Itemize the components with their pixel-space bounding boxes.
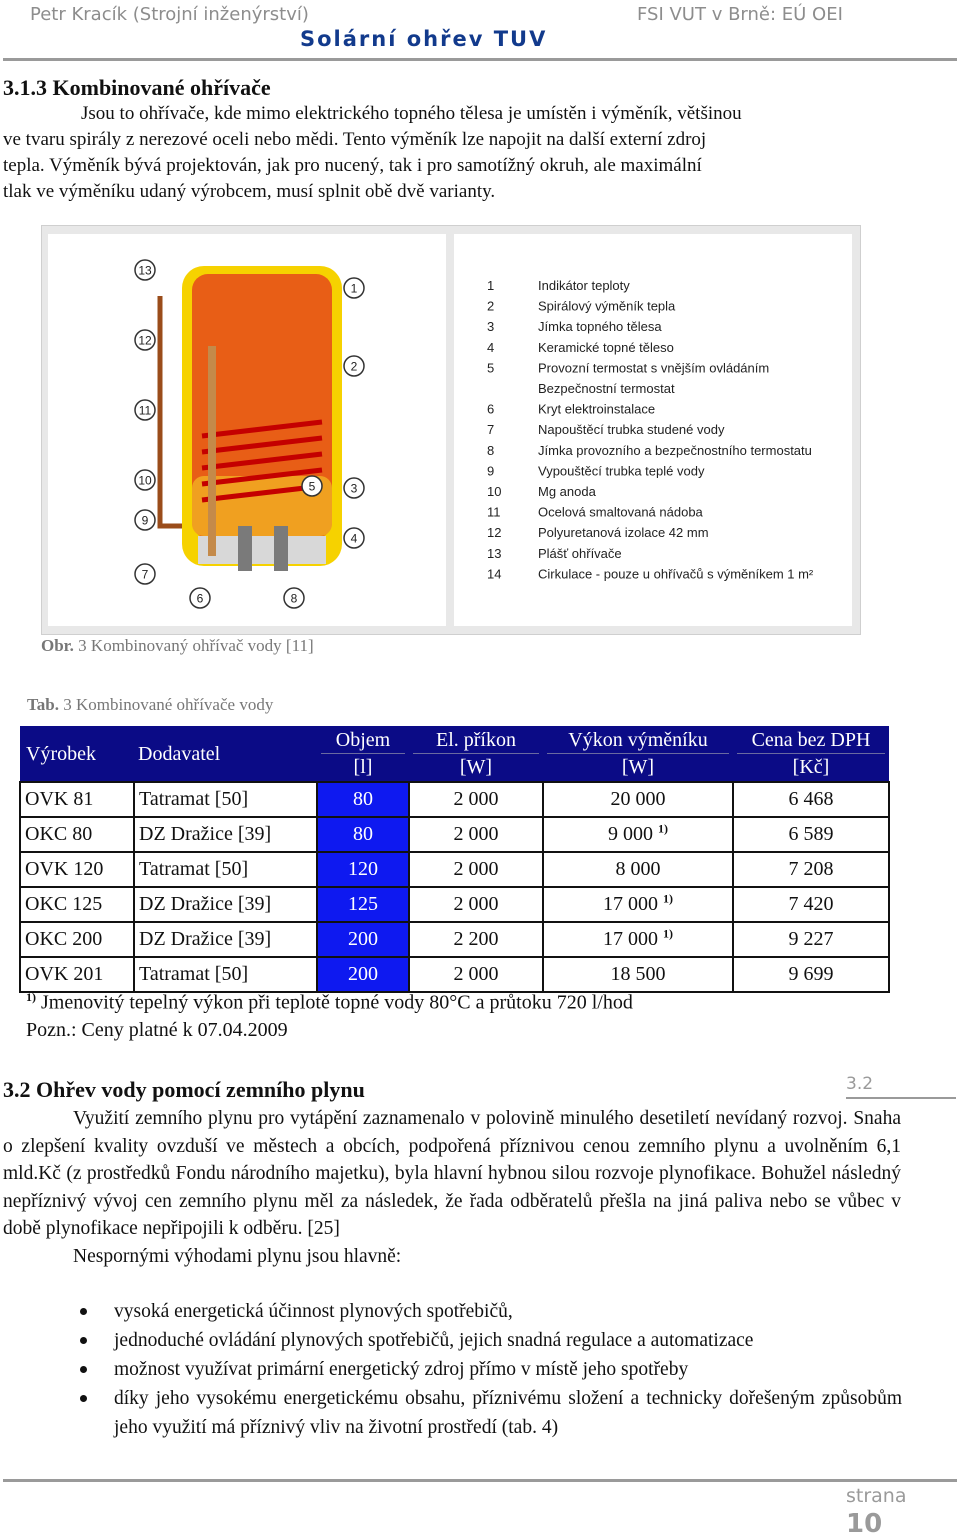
page-number: 10 <box>846 1509 883 1539</box>
page-label: strana <box>846 1485 907 1507</box>
legend-number: 7 <box>487 422 495 438</box>
legend-number: 6 <box>487 401 495 417</box>
figure-caption-label: Obr. <box>41 636 74 655</box>
legend-text: Bezpečnostní termostat <box>538 381 675 396</box>
legend-text: Spirálový výměník tepla <box>538 298 676 314</box>
callout-number: 1 <box>350 281 358 296</box>
cell-power: 2 000 <box>409 817 543 852</box>
col-header-product: Výrobek <box>20 726 134 782</box>
callout-number: 9 <box>141 513 149 528</box>
cell-supplier: DZ Dražice [39] <box>134 922 317 957</box>
callout-number: 3 <box>350 481 358 496</box>
col-header-exchanger <box>543 726 733 782</box>
cell-volume: 80 <box>317 817 409 852</box>
cell-exchanger-value: 18 500 <box>610 963 666 985</box>
callout-marker <box>135 470 155 490</box>
cell-supplier: DZ Dražice [39] <box>134 887 317 922</box>
bullet-icon <box>80 1395 87 1402</box>
legend-number: 2 <box>487 298 495 314</box>
list-item-text: díky jeho vysokému energetickému obsahu, příznivému složení a technicky dořešeným způsobům jeho využití má příznivý vliv na životní prostředí (tab. 4) <box>114 1388 902 1438</box>
table-caption-text: 3 Kombinované ohřívače vody <box>58 695 274 714</box>
legend-text: Cirkulace - pouze u ohřívačů s výměníkem 1 m² <box>538 566 814 582</box>
callout-marker <box>135 400 155 420</box>
cell-supplier: Tatramat [50] <box>134 957 317 992</box>
col-header-volume <box>317 726 409 782</box>
header-divider <box>3 58 957 61</box>
bullets-intro: Nespornými výhodami plynu jsou hlavně: <box>73 1245 402 1267</box>
callout-number: 10 <box>138 473 152 488</box>
cell-product: OKC 200 <box>20 922 134 957</box>
callout-marker <box>344 528 364 548</box>
legend-text: Jímka provozního a bezpečnostního termostatu <box>538 442 812 458</box>
bullet-icon <box>80 1337 87 1344</box>
cell-volume: 120 <box>317 852 409 887</box>
callout-marker <box>344 478 364 498</box>
legend-number: 14 <box>487 566 502 582</box>
col-header-exchanger-unit: [W] <box>547 753 729 780</box>
legend-text: Kryt elektroinstalace <box>538 401 656 417</box>
legend-number: 8 <box>487 442 495 458</box>
col-header-price-name: Cena bez DPH <box>751 729 871 751</box>
legend-text: Mg anoda <box>538 484 596 499</box>
cell-supplier: Tatramat [50] <box>134 852 317 887</box>
paragraph-line: tlak ve výměníku udaný výrobcem, musí splnit obě dvě varianty. <box>3 181 496 202</box>
legend-number: 13 <box>487 545 502 561</box>
col-header-power-name: El. příkon <box>436 729 516 751</box>
cell-price: 6 589 <box>733 817 889 852</box>
section-side-number: 3.2 <box>846 1074 874 1094</box>
list-item <box>70 1297 902 1326</box>
table-row <box>20 817 889 852</box>
cell-exchanger-value: 9 000 <box>608 823 653 845</box>
legend-text: Jímka topného tělesa <box>538 319 662 335</box>
cell-footnote-mark: 1) <box>658 821 668 836</box>
cell-price: 9 227 <box>733 922 889 957</box>
legend-number: 10 <box>487 484 502 499</box>
section-body <box>3 1105 901 1270</box>
cell-price: 9 699 <box>733 957 889 992</box>
heater-table <box>19 726 890 993</box>
legend-text: Plášť ohřívače <box>538 545 622 561</box>
cell-exchanger-value: 20 000 <box>610 788 666 810</box>
callout-number: 5 <box>308 479 316 494</box>
bullet-icon <box>80 1308 87 1315</box>
header-title: Solární ohřev TUV <box>300 27 548 51</box>
section-paragraph <box>3 101 905 205</box>
callout-number: 4 <box>350 531 358 546</box>
legend-text: Indikátor teploty <box>538 278 630 293</box>
cell-product: OKC 80 <box>20 817 134 852</box>
callout-number: 7 <box>141 567 149 582</box>
header-institution: FSI VUT v Brně: EÚ OEI <box>637 4 843 25</box>
cell-volume: 125 <box>317 887 409 922</box>
cell-exchanger-value: 17 000 <box>603 893 658 915</box>
cell-price: 7 208 <box>733 852 889 887</box>
legend-text: Vypouštěcí trubka teplé vody <box>538 463 705 479</box>
callout-marker <box>284 588 304 608</box>
cell-product: OVK 201 <box>20 957 134 992</box>
cell-product: OVK 120 <box>20 852 134 887</box>
cell-product: OKC 125 <box>20 887 134 922</box>
figure-caption <box>41 636 314 656</box>
legend-text: Provozní termostat s vnějším ovládáním <box>538 360 770 376</box>
cell-footnote-mark: 1) <box>663 891 673 906</box>
cell-volume: 80 <box>317 782 409 817</box>
cell-price: 6 468 <box>733 782 889 817</box>
header-author: Petr Kracík (Strojní inženýrství) <box>30 4 309 25</box>
col-header-power <box>409 726 543 782</box>
boiler-figure <box>41 225 861 635</box>
callout-marker <box>190 588 210 608</box>
col-header-exchanger-name: Výkon výměníku <box>568 729 708 751</box>
table-row <box>20 887 889 922</box>
table-row <box>20 852 889 887</box>
list-item <box>70 1355 902 1384</box>
legend-text: Ocelová smaltovaná nádoba <box>538 504 703 520</box>
callout-number: 6 <box>196 591 204 606</box>
list-item-text: vysoká energetická účinnost plynových spotřebičů, <box>114 1301 513 1322</box>
legend-text: Polyuretanová izolace 42 mm <box>538 525 709 541</box>
cell-price: 7 420 <box>733 887 889 922</box>
col-header-price <box>733 726 889 782</box>
cell-exchanger <box>543 782 733 817</box>
callout-marker <box>135 260 155 280</box>
legend-number: 12 <box>487 525 502 541</box>
section-paragraph: Využití zemního plynu pro vytápění zaznamenalo v polovině minulého desetiletí nevídaný rozvoj. Snaha o zlepšení kvality ovzduší ve městech a obcích, podpořená příznivou cenou zemního plynu a uvolněním 6,1 mld.Kč (z prostředků Fondu národního majetku), byla hlavní hybnou silou rozvoje plynofikace. Bohužel následný nepříznivý vývoj cen zemního plynu měl za následek, že řada odběratelů přešla na jiná paliva nebo se vůbec v době plynofikace nepřipojili k odběru. [25] <box>3 1108 901 1239</box>
callout-marker <box>302 476 322 496</box>
legend-number: 4 <box>487 339 495 355</box>
paragraph-line: Jsou to ohřívače, kde mimo elektrického topného tělesa je umístěn i výměník, většinou <box>81 103 742 124</box>
legend-number: 1 <box>487 278 495 293</box>
cell-power: 2 000 <box>409 782 543 817</box>
footer-divider <box>3 1479 957 1482</box>
legend-text: Keramické topné těleso <box>538 339 674 355</box>
list-item-text: možnost využívat primární energetický zdroj přímo v místě jeho spotřeby <box>114 1359 689 1380</box>
list-item-text: jednoduché ovládání plynových spotřebičů, jejich snadná regulace a automatizace <box>114 1330 754 1351</box>
cell-exchanger <box>543 817 733 852</box>
cell-power: 2 000 <box>409 852 543 887</box>
footnote-mark: 1) <box>26 990 36 1004</box>
figure-caption-text: 3 Kombinovaný ohřívač vody [11] <box>73 636 314 655</box>
list-item <box>70 1326 902 1355</box>
col-header-price-unit: [Kč] <box>737 753 885 780</box>
legend-number: 9 <box>487 463 495 479</box>
bullet-icon <box>80 1366 87 1373</box>
cell-exchanger-value: 17 000 <box>603 928 658 950</box>
table-caption <box>27 695 273 715</box>
section-heading: 3.1.3 Kombinované ohřívače <box>3 75 271 100</box>
paragraph-line: ve tvaru spirály z nerezové oceli nebo mědi. Tento výměník lze napojit na další externí zdroj <box>3 129 707 150</box>
section-heading: 3.2 Ohřev vody pomocí zemního plynu <box>3 1077 365 1102</box>
col-header-power-unit: [W] <box>413 753 539 780</box>
callout-number: 13 <box>138 263 152 278</box>
cell-exchanger <box>543 922 733 957</box>
cell-power: 2 200 <box>409 922 543 957</box>
legend-number: 11 <box>487 504 501 520</box>
cell-exchanger <box>543 957 733 992</box>
col-header-supplier: Dodavatel <box>134 726 317 782</box>
callout-marker <box>135 564 155 584</box>
cell-supplier: DZ Dražice [39] <box>134 817 317 852</box>
callout-number: 2 <box>350 359 358 374</box>
cell-volume: 200 <box>317 922 409 957</box>
table-row <box>20 957 889 992</box>
callout-marker <box>135 510 155 530</box>
table-row <box>20 922 889 957</box>
footnote-text: Jmenovitý tepelný výkon při teplotě topné vody 80°C a průtoku 720 l/hod <box>36 991 633 1014</box>
cell-power: 2 000 <box>409 887 543 922</box>
section-side-rule <box>846 1097 956 1099</box>
callout-marker <box>344 278 364 298</box>
legend-number: 3 <box>487 319 495 335</box>
cell-exchanger-value: 8 000 <box>615 858 661 880</box>
cell-power: 2 000 <box>409 957 543 992</box>
cell-volume: 200 <box>317 957 409 992</box>
legend-number: 5 <box>487 360 495 376</box>
callout-marker <box>135 330 155 350</box>
callout-number: 11 <box>138 403 152 418</box>
cell-exchanger <box>543 887 733 922</box>
advantages-list <box>70 1297 902 1442</box>
boiler-illustration <box>42 226 860 634</box>
callout-number: 12 <box>138 333 152 348</box>
col-header-volume-unit: [l] <box>321 753 405 780</box>
table-footnote <box>26 990 633 1015</box>
paragraph-line: tepla. Výměník bývá projektován, jak pro nucený, tak i pro samotížný okruh, ale maximální <box>3 155 702 176</box>
callout-marker <box>344 356 364 376</box>
callout-number: 8 <box>290 591 298 606</box>
cell-supplier: Tatramat [50] <box>134 782 317 817</box>
cell-exchanger <box>543 852 733 887</box>
table-row <box>20 782 889 817</box>
cell-footnote-mark: 1) <box>663 926 673 941</box>
table-header-row <box>20 726 889 782</box>
col-header-volume-name: Objem <box>335 729 391 751</box>
table-caption-label: Tab. <box>27 695 59 714</box>
list-item <box>70 1384 902 1442</box>
legend-text: Napouštěcí trubka studené vody <box>538 422 725 438</box>
table-note: Pozn.: Ceny platné k 07.04.2009 <box>26 1019 288 1041</box>
cell-product: OVK 81 <box>20 782 134 817</box>
